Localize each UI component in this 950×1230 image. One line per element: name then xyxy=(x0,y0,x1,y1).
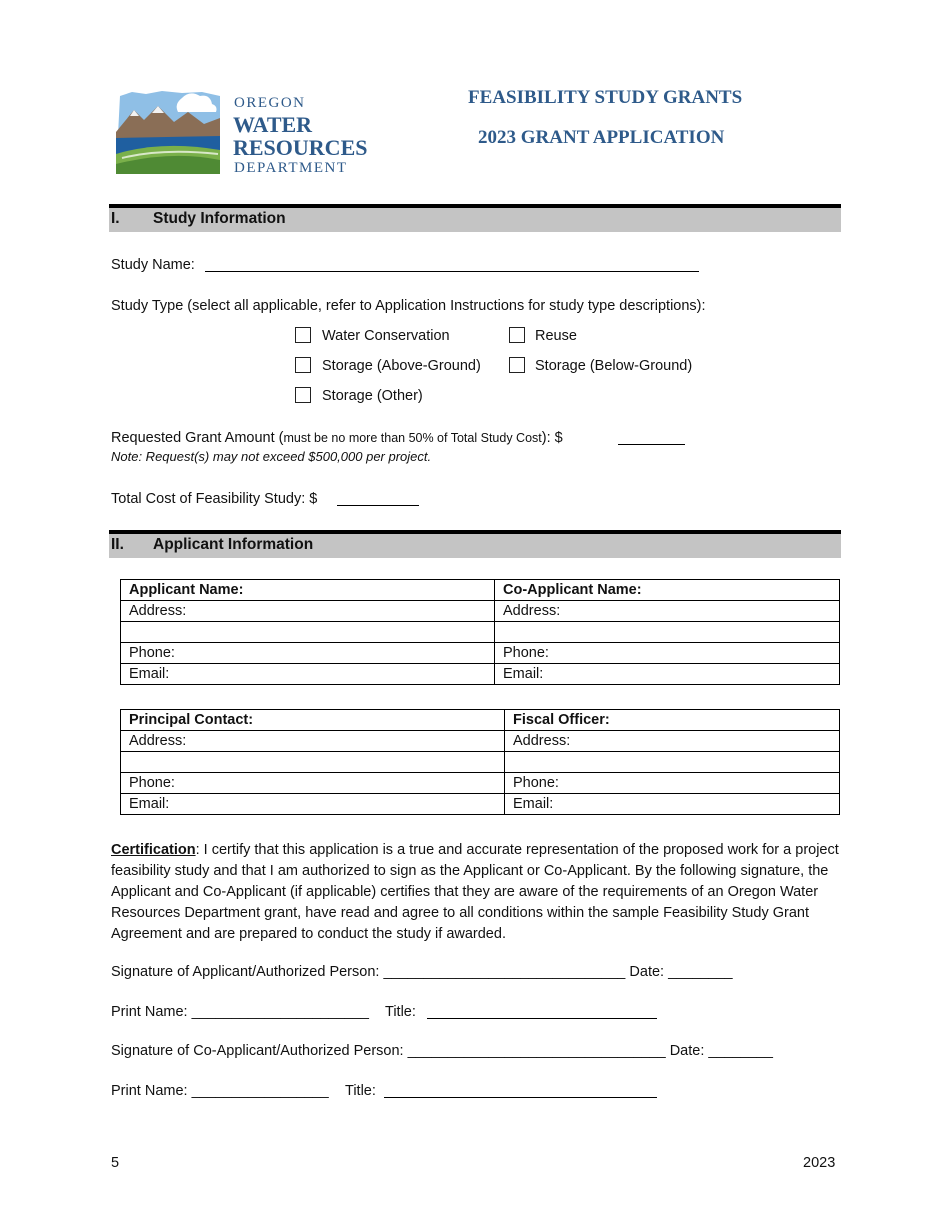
requested-grant-label: Requested Grant Amount (must be no more than 50% of Total Study Cost): $ xyxy=(111,430,563,446)
applicant-name-cell[interactable]: Applicant Name: xyxy=(121,580,495,601)
title-1-field[interactable] xyxy=(427,1018,657,1019)
applicant-signature-line[interactable]: Signature of Applicant/Authorized Person: ______________________________ Date: ________ xyxy=(111,964,733,980)
co-applicant-email-cell[interactable]: Email: xyxy=(495,664,840,685)
applicant-phone-cell[interactable]: Phone: xyxy=(121,643,495,664)
applicant-address-cell[interactable]: Address: xyxy=(121,601,495,622)
study-type-label: Study Type (select all applicable, refer to Application Instructions for study type descriptions): xyxy=(111,298,706,314)
storage-other-checkbox[interactable] xyxy=(295,387,311,403)
certification-paragraph xyxy=(111,840,841,945)
logo-landscape-icon xyxy=(112,88,224,180)
fiscal-address-cell[interactable]: Address: xyxy=(505,731,840,752)
section-title: Study Information xyxy=(153,210,286,227)
co-applicant-address-cell[interactable]: Address: xyxy=(495,601,840,622)
table-row xyxy=(121,643,840,664)
fiscal-phone-cell[interactable]: Phone: xyxy=(505,773,840,794)
principal-contact-cell[interactable]: Principal Contact: xyxy=(121,710,505,731)
table-row xyxy=(121,794,840,815)
logo-resources: RESOURCES xyxy=(233,135,368,160)
fiscal-address2-cell[interactable] xyxy=(505,752,840,773)
applicant-email-cell[interactable]: Email: xyxy=(121,664,495,685)
logo-water: WATER xyxy=(233,112,313,137)
table-row xyxy=(121,601,840,622)
title-1-label: Title: xyxy=(385,1004,416,1020)
applicant-address2-cell[interactable] xyxy=(121,622,495,643)
table-row xyxy=(121,710,840,731)
page-title: FEASIBILITY STUDY GRANTS xyxy=(468,87,743,108)
footer-year: 2023 xyxy=(803,1155,836,1171)
fiscal-email-cell[interactable]: Email: xyxy=(505,794,840,815)
co-applicant-name-cell[interactable]: Co-Applicant Name: xyxy=(495,580,840,601)
study-name-label: Study Name: xyxy=(111,257,195,273)
storage-above-checkbox[interactable] xyxy=(295,357,311,373)
section-study-information xyxy=(109,204,841,232)
total-cost-label: Total Cost of Feasibility Study: $ xyxy=(111,491,318,507)
reuse-checkbox[interactable] xyxy=(509,327,525,343)
table-row xyxy=(121,664,840,685)
page-number: 5 xyxy=(111,1155,120,1171)
fiscal-officer-cell[interactable]: Fiscal Officer: xyxy=(505,710,840,731)
water-conservation-checkbox[interactable] xyxy=(295,327,311,343)
owrd-logo xyxy=(112,88,382,180)
section-applicant-information xyxy=(109,530,841,558)
co-applicant-phone-cell[interactable]: Phone: xyxy=(495,643,840,664)
storage-below-label: Storage (Below-Ground) xyxy=(535,358,693,374)
total-cost-field[interactable] xyxy=(337,505,419,506)
principal-email-cell[interactable]: Email: xyxy=(121,794,505,815)
reuse-label: Reuse xyxy=(535,328,577,344)
table-row xyxy=(121,731,840,752)
principal-phone-cell[interactable]: Phone: xyxy=(121,773,505,794)
co-applicant-address2-cell[interactable] xyxy=(495,622,840,643)
storage-other-label: Storage (Other) xyxy=(322,388,423,404)
principal-address-cell[interactable]: Address: xyxy=(121,731,505,752)
certification-text: : I certify that this application is a true and accurate representation of the proposed work for a project feasibility study and that I am authorized to sign as the Applicant or Co-Applicant. By the following signature, the Applicant and Co-Applicant (if applicable) certifies that they are aware of the requirements of an Oregon Water Resources Department grant, have read and agree to all conditions within the sample Feasibility Study Grant Agreement and are prepared to conduct the study if awarded. xyxy=(111,842,839,942)
co-applicant-signature-line[interactable]: Signature of Co-Applicant/Authorized Person: ________________________________ Date: ________ xyxy=(111,1043,773,1059)
study-name-field[interactable] xyxy=(205,271,699,272)
table-row xyxy=(121,622,840,643)
table-row xyxy=(121,773,840,794)
logo-department: DEPARTMENT xyxy=(234,160,348,176)
requested-grant-field[interactable] xyxy=(618,444,685,445)
print-name-1[interactable]: Print Name: ______________________ xyxy=(111,1004,369,1020)
grant-note: Note: Request(s) may not exceed $500,000 per project. xyxy=(111,449,432,464)
certification-label: Certification xyxy=(111,842,196,858)
applicant-table xyxy=(120,579,840,685)
title-2-field[interactable] xyxy=(384,1097,657,1098)
section-number: II. xyxy=(111,536,124,553)
section-title: Applicant Information xyxy=(153,536,314,553)
table-row xyxy=(121,752,840,773)
water-conservation-label: Water Conservation xyxy=(322,328,450,344)
principal-address2-cell[interactable] xyxy=(121,752,505,773)
storage-below-checkbox[interactable] xyxy=(509,357,525,373)
section-number: I. xyxy=(111,210,120,227)
page-subtitle: 2023 GRANT APPLICATION xyxy=(478,127,725,148)
logo-oregon: OREGON xyxy=(234,95,306,111)
table-row xyxy=(121,580,840,601)
storage-above-label: Storage (Above-Ground) xyxy=(322,358,481,374)
title-2-label: Title: xyxy=(345,1083,376,1099)
print-name-2[interactable]: Print Name: _________________ xyxy=(111,1083,329,1099)
contact-table xyxy=(120,709,840,815)
